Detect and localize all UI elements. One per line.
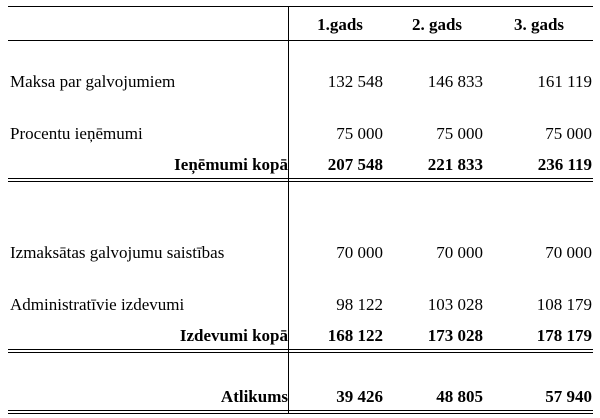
header-year-3: 3. gads (513, 15, 565, 34)
row-value-year-1: 98 122 (336, 295, 383, 314)
row-value-year-2: 75 000 (436, 124, 483, 143)
expense-total-year-1: 168 122 (327, 326, 383, 345)
income-total-year-2: 221 833 (427, 155, 483, 174)
income-total-year-1: 207 548 (327, 155, 383, 174)
expense-total-label: Izdevumi kopā (179, 326, 288, 345)
row-value-year-3: 75 000 (545, 124, 592, 143)
row-label: Administratīvie izdevumi (10, 295, 185, 314)
header-year-2: 2. gads (411, 15, 463, 34)
label-column-divider (288, 6, 289, 414)
expense-total-year-2: 173 028 (427, 326, 483, 345)
row-value-year-2: 146 833 (427, 72, 483, 91)
table-bottom-border-double (8, 413, 593, 414)
table-row (0, 122, 600, 146)
balance-year-2: 48 805 (436, 387, 483, 406)
header-year-1: 1.gads (317, 15, 363, 34)
row-value-year-3: 108 179 (536, 295, 592, 314)
income-total-year-3: 236 119 (537, 155, 592, 174)
income-total-label: Ieņēmumi kopā (174, 155, 288, 174)
income-total-divider (8, 178, 593, 179)
row-value-year-1: 75 000 (336, 124, 383, 143)
income-total-divider-double (8, 181, 593, 182)
row-value-year-3: 161 119 (537, 72, 592, 91)
expense-total-row (0, 324, 600, 348)
balance-row (0, 385, 600, 409)
expense-total-divider (8, 349, 593, 350)
row-value-year-1: 70 000 (336, 243, 383, 262)
table-row (0, 293, 600, 317)
table-row (0, 241, 600, 265)
table-bottom-border (8, 410, 593, 411)
row-label: Procentu ieņēmumi (10, 124, 143, 143)
expense-total-divider-double (8, 352, 593, 353)
row-value-year-1: 132 548 (327, 72, 383, 91)
row-value-year-2: 103 028 (427, 295, 483, 314)
header-divider (8, 40, 593, 41)
header-row (0, 13, 600, 37)
table-row (0, 70, 600, 94)
row-value-year-3: 70 000 (545, 243, 592, 262)
income-total-row (0, 153, 600, 177)
expense-total-year-3: 178 179 (536, 326, 592, 345)
balance-label: Atlikums (220, 387, 288, 406)
balance-year-1: 39 426 (336, 387, 383, 406)
row-label: Maksa par galvojumiem (10, 72, 176, 91)
table-top-border (8, 6, 593, 7)
balance-year-3: 57 940 (545, 387, 592, 406)
row-label: Izmaksātas galvojumu saistības (10, 243, 225, 262)
row-value-year-2: 70 000 (436, 243, 483, 262)
